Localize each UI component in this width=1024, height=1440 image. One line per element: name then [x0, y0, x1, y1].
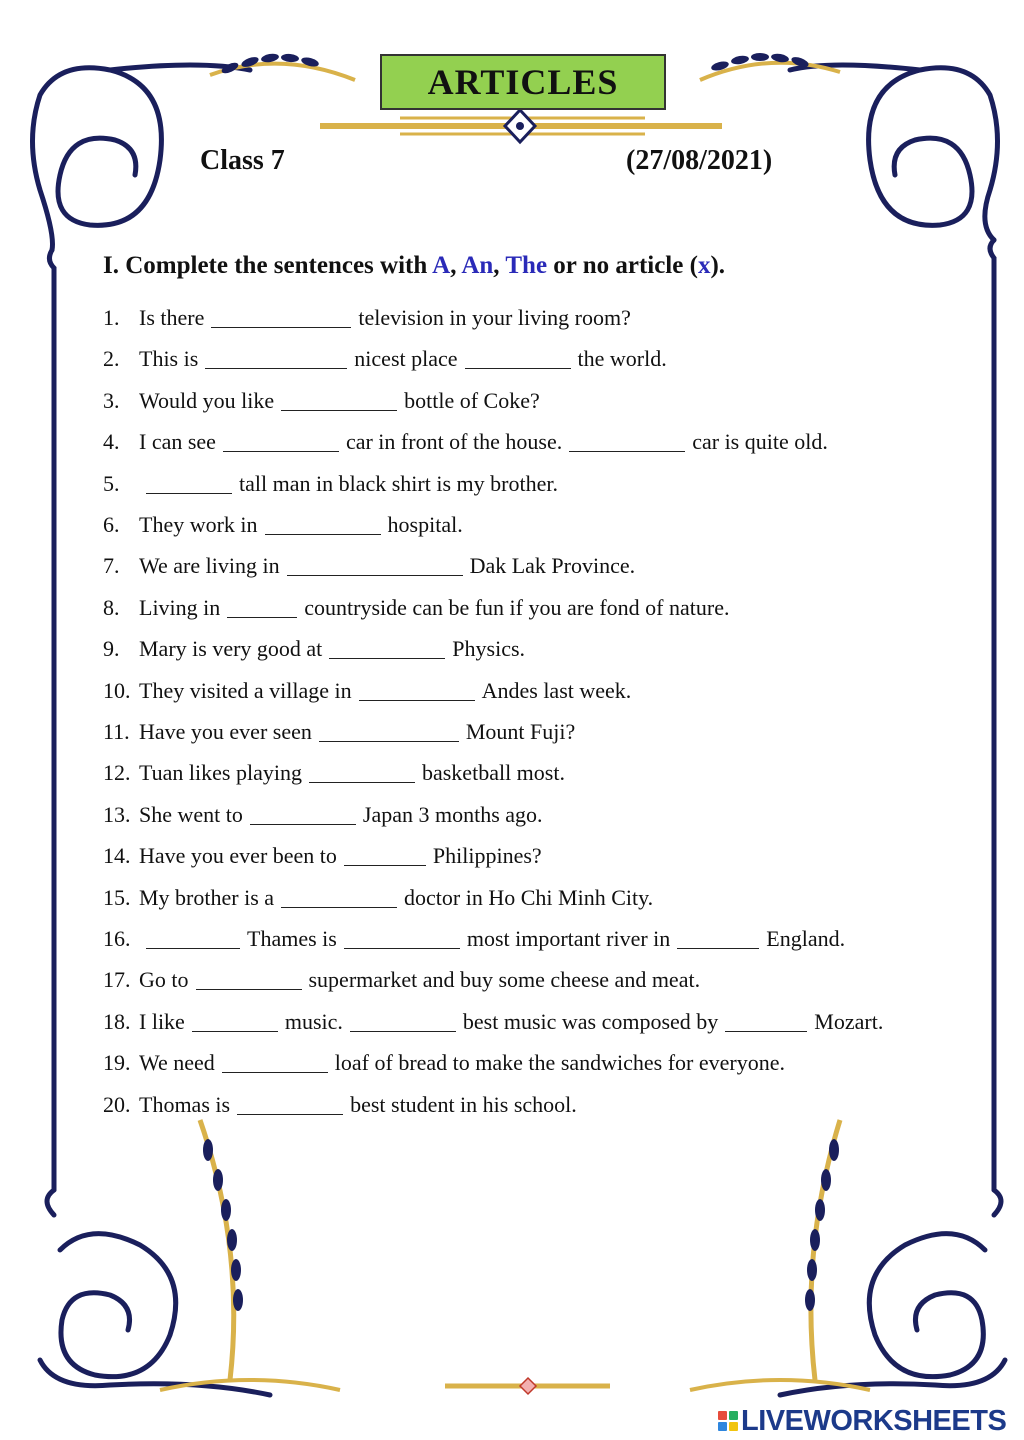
question-item — [103, 883, 653, 913]
wheat-top-right — [700, 52, 840, 80]
title-ornament — [320, 110, 722, 142]
answer-blank[interactable] — [329, 657, 445, 659]
question-text: bottle of Coke? — [404, 387, 540, 413]
question-text: Mary is very good at — [139, 636, 323, 662]
question-text: Living in — [139, 594, 221, 620]
question-number: 9. — [103, 636, 120, 662]
question-number: 8. — [103, 594, 120, 620]
question-item — [103, 1048, 785, 1078]
question-item — [103, 303, 631, 333]
question-item — [103, 469, 558, 499]
question-text: car in front of the house. — [345, 429, 563, 455]
question-item — [103, 386, 540, 416]
wheat-bottom-right — [690, 1120, 870, 1390]
question-number: 3. — [103, 387, 120, 413]
answer-blank[interactable] — [265, 533, 381, 535]
question-text: Philippines? — [432, 843, 542, 869]
class-label: Class 7 — [200, 145, 285, 176]
question-text: hospital. — [387, 512, 463, 537]
question-item — [103, 634, 525, 664]
answer-blank[interactable] — [350, 1030, 456, 1032]
question-number: 16. — [103, 926, 131, 951]
date-label: (27/08/2021) — [626, 145, 773, 176]
question-text: They visited a village in — [139, 677, 352, 703]
question-item — [103, 593, 729, 623]
question-number: 19. — [103, 1050, 131, 1076]
article-an: An — [461, 252, 494, 279]
right-border-line — [990, 240, 994, 1190]
question-text: most important river in — [466, 926, 671, 951]
question-text: basketball most. — [421, 760, 565, 786]
question-text: supermarket and buy some cheese and meat. — [308, 967, 701, 993]
question-number: 15. — [103, 884, 131, 910]
question-text: tall man in black shirt is my brother. — [239, 470, 558, 496]
question-text: music. — [284, 1008, 343, 1034]
question-text: the world. — [577, 346, 667, 372]
question-item — [103, 717, 575, 747]
question-text: Andes last week. — [481, 677, 632, 703]
question-number: 10. — [103, 677, 131, 703]
question-text: Tuan likes playing — [139, 760, 302, 786]
question-text: doctor in Ho Chi Minh City. — [404, 884, 654, 910]
question-item — [103, 800, 543, 830]
question-text: Would you like — [139, 387, 275, 413]
answer-blank[interactable] — [146, 492, 232, 494]
answer-blank[interactable] — [281, 409, 397, 411]
question-number: 11. — [103, 719, 130, 744]
answer-blank[interactable] — [222, 1071, 328, 1073]
question-item — [103, 841, 542, 871]
answer-blank[interactable] — [465, 367, 571, 369]
question-text: Go to — [139, 967, 189, 993]
question-text: We are living in — [139, 553, 280, 579]
answer-blank[interactable] — [281, 906, 397, 908]
question-text: loaf of bread to make the sandwiches for everyone. — [334, 1050, 786, 1076]
question-number: 14. — [103, 843, 131, 869]
question-number: 1. — [103, 305, 120, 330]
question-item — [103, 551, 635, 581]
question-text: My brother is a — [139, 884, 275, 910]
answer-blank[interactable] — [725, 1030, 807, 1032]
question-text: television in your living room? — [358, 305, 631, 330]
question-text: Have you ever been to — [139, 843, 337, 869]
article-a: A — [432, 252, 451, 279]
question-text: I like — [139, 1008, 185, 1034]
question-text: Physics. — [452, 636, 526, 662]
question-item — [103, 344, 667, 374]
top-right-scroll — [790, 65, 998, 240]
logo-grid-icon — [718, 1411, 738, 1431]
question-number: 18. — [103, 1008, 131, 1034]
question-text: Thames is — [247, 926, 337, 951]
question-text: Japan 3 months ago. — [362, 801, 543, 827]
question-number: 17. — [103, 967, 131, 993]
answer-blank[interactable] — [309, 781, 415, 783]
question-text: Thomas is — [139, 1091, 231, 1117]
question-text: countryside can be fun if you are fond of nature. — [304, 594, 730, 620]
question-text: best music was composed by — [462, 1008, 719, 1034]
question-number: 4. — [103, 429, 120, 455]
question-text: She went to — [139, 801, 243, 827]
question-item — [103, 1007, 883, 1037]
wheat-bottom-left — [160, 1120, 340, 1390]
question-number: 5. — [103, 470, 120, 496]
question-number: 13. — [103, 801, 131, 827]
answer-blank[interactable] — [205, 367, 347, 369]
exercise-instruction: I. Complete the sentences with A, An, The or no article (x). — [103, 252, 726, 279]
question-number: 20. — [103, 1091, 131, 1117]
answer-blank[interactable] — [237, 1113, 343, 1115]
answer-blank[interactable] — [344, 947, 460, 949]
question-text: best student in his school. — [350, 1091, 577, 1117]
question-text: Dak Lak Province. — [469, 553, 636, 579]
answer-blank[interactable] — [146, 947, 240, 949]
question-text: We need — [139, 1050, 215, 1076]
question-text: Is there — [139, 305, 205, 330]
question-text: nicest place — [354, 346, 458, 372]
question-item — [103, 510, 463, 540]
answer-blank[interactable] — [344, 864, 426, 866]
bottom-ornament — [445, 1378, 610, 1394]
question-number: 12. — [103, 760, 131, 786]
question-number: 6. — [103, 512, 120, 537]
answer-blank[interactable] — [196, 988, 302, 990]
question-text: This is — [139, 346, 199, 372]
wheat-top-left — [210, 52, 355, 80]
question-text: England. — [766, 926, 846, 951]
answer-blank[interactable] — [211, 326, 351, 328]
question-text: Mozart. — [814, 1008, 884, 1034]
answer-blank[interactable] — [227, 616, 297, 618]
answer-blank[interactable] — [359, 699, 475, 701]
question-item — [103, 427, 828, 457]
question-number: 2. — [103, 346, 120, 372]
question-text: They work in — [139, 512, 258, 537]
question-text: Have you ever seen — [139, 719, 312, 744]
question-text: Mount Fuji? — [465, 719, 576, 744]
answer-blank[interactable] — [250, 823, 356, 825]
question-text: car is quite old. — [692, 429, 828, 455]
question-text: I can see — [139, 429, 216, 455]
question-item — [103, 924, 845, 954]
answer-blank[interactable] — [319, 740, 459, 742]
question-item — [103, 758, 565, 788]
answer-blank[interactable] — [287, 574, 463, 576]
question-item — [103, 1090, 577, 1120]
question-number: 7. — [103, 553, 120, 579]
worksheet-title: ARTICLES — [380, 54, 666, 110]
question-item — [103, 965, 700, 995]
logo-text: LIVEWORKSHEETS — [741, 1404, 1007, 1437]
article-none: x — [697, 252, 711, 279]
answer-blank[interactable] — [223, 450, 339, 452]
answer-blank[interactable] — [677, 947, 759, 949]
question-item — [103, 676, 631, 706]
article-the: The — [505, 252, 548, 279]
left-border-line — [49, 250, 54, 1190]
answer-blank[interactable] — [192, 1030, 278, 1032]
answer-blank[interactable] — [569, 450, 685, 452]
liveworksheets-logo — [718, 1404, 1006, 1438]
